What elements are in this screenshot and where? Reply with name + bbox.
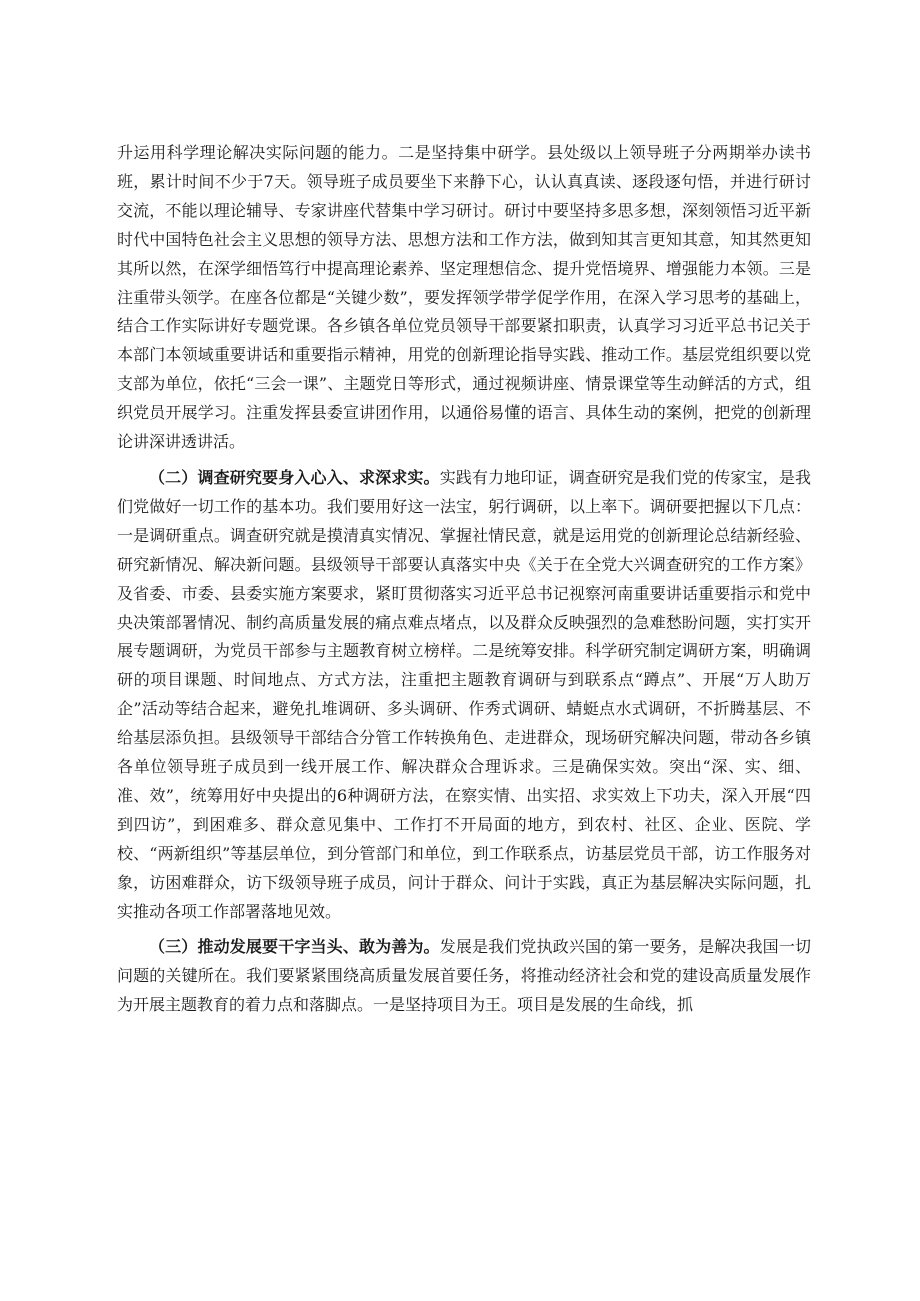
paragraph-3-body: 发展是我们党执政兴国的第一要务，是解决我国一切问题的关键所在。我们要紧紧围绕高质量发展首要任务，将推动经济社会和党的建设高质量发展作为开展主题教育的着力点和落脚点。一是坚持项目为王。项目是发展的生命线，抓	[117, 937, 811, 1015]
paragraph-2	[117, 464, 811, 927]
paragraph-2-body: 实践有力地印证，调查研究是我们党的传家宝，是我们党做好一切工作的基本功。我们要用好这一法宝，躬行调研，以上率下。调研要把握以下几点：一是调研重点。调查研究就是摸清真实情况、掌握社情民意，就是运用党的创新理论总结新经验、研究新情况、解决新问题。县级领导干部要认真落实中央《关于在全党大兴调查研究的工作方案》及省委、市委、县委实施方案要求，紧盯贯彻落实习近平总书记视察河南重要讲话重要指示和党中央决策部署情况、制约高质量发展的痛点难点堵点，以及群众反映强烈的急难愁盼问题，实打实开展专题调研，为党员干部参与主题教育树立榜样。二是统筹安排。科学研究制定调研方案，明确调研的项目课题、时间地点、方式方法，注重把主题教育调研与到联系点“蹲点”、开展“万人助万企”活动等结合起来，避免扎堆调研、多头调研、作秀式调研、蜻蜓点水式调研，不折腾基层、不给基层添负担。县级领导干部结合分管工作转换角色、走进群众，现场研究解决问题，带动各乡镇各单位领导班子成员到一线开展工作、解决群众合理诉求。三是确保实效。突出“深、实、细、准、效”，统筹用好中央提出的6种调研方法，在察实情、出实招、求实效上下功夫，深入开展“四到四访”，到困难多、群众意见集中、工作打不开局面的地方，到农村、社区、企业、医院、学校、“两新组织”等基层单位，到分管部门和单位，到工作联系点，访基层党员干部，访工作服务对象，访困难群众，访下级领导班子成员，问计于群众、问计于实践，真正为基层解决实际问题，扎实推动各项工作部署落地见效。	[117, 467, 811, 921]
section-heading-3: （三）推动发展要干字当头、敢为善为。	[149, 937, 440, 957]
section-heading-2: （二）调查研究要身入心入、求深求实。	[149, 467, 440, 487]
paragraph-1	[117, 139, 811, 457]
paragraph-3	[117, 933, 811, 1020]
paragraph-1-body: 升运用科学理论解决实际问题的能力。二是坚持集中研学。县处级以上领导班子分两期举办读书班，累计时间不少于7天。领导班子成员要坐下来静下心，认认真真读、逐段逐句悟，并进行研讨交流，不能以理论辅导、专家讲座代替集中学习研讨。研讨中要坚持多思多想，深刻领悟习近平新时代中国特色社会主义思想的领导方法、思想方法和工作方法，做到知其言更知其意，知其然更知其所以然，在深学细悟笃行中提高理论素养、坚定理想信念、提升党悟境界、增强能力本领。三是注重带头领学。在座各位都是“关键少数”，要发挥领学带学促学作用，在深入学习思考的基础上，结合工作实际讲好专题党课。各乡镇各单位党员领导干部要紧扣职责，认真学习习近平总书记关于本部门本领域重要讲话和重要指示精神，用党的创新理论指导实践、推动工作。基层党组织要以党支部为单位，依托“三会一课”、主题党日等形式，通过视频讲座、情景课堂等生动鲜活的方式，组织党员开展学习。注重发挥县委宣讲团作用，以通俗易懂的语言、具体生动的案例，把党的创新理论讲深讲透讲活。	[117, 143, 811, 452]
document-body	[117, 139, 811, 1027]
